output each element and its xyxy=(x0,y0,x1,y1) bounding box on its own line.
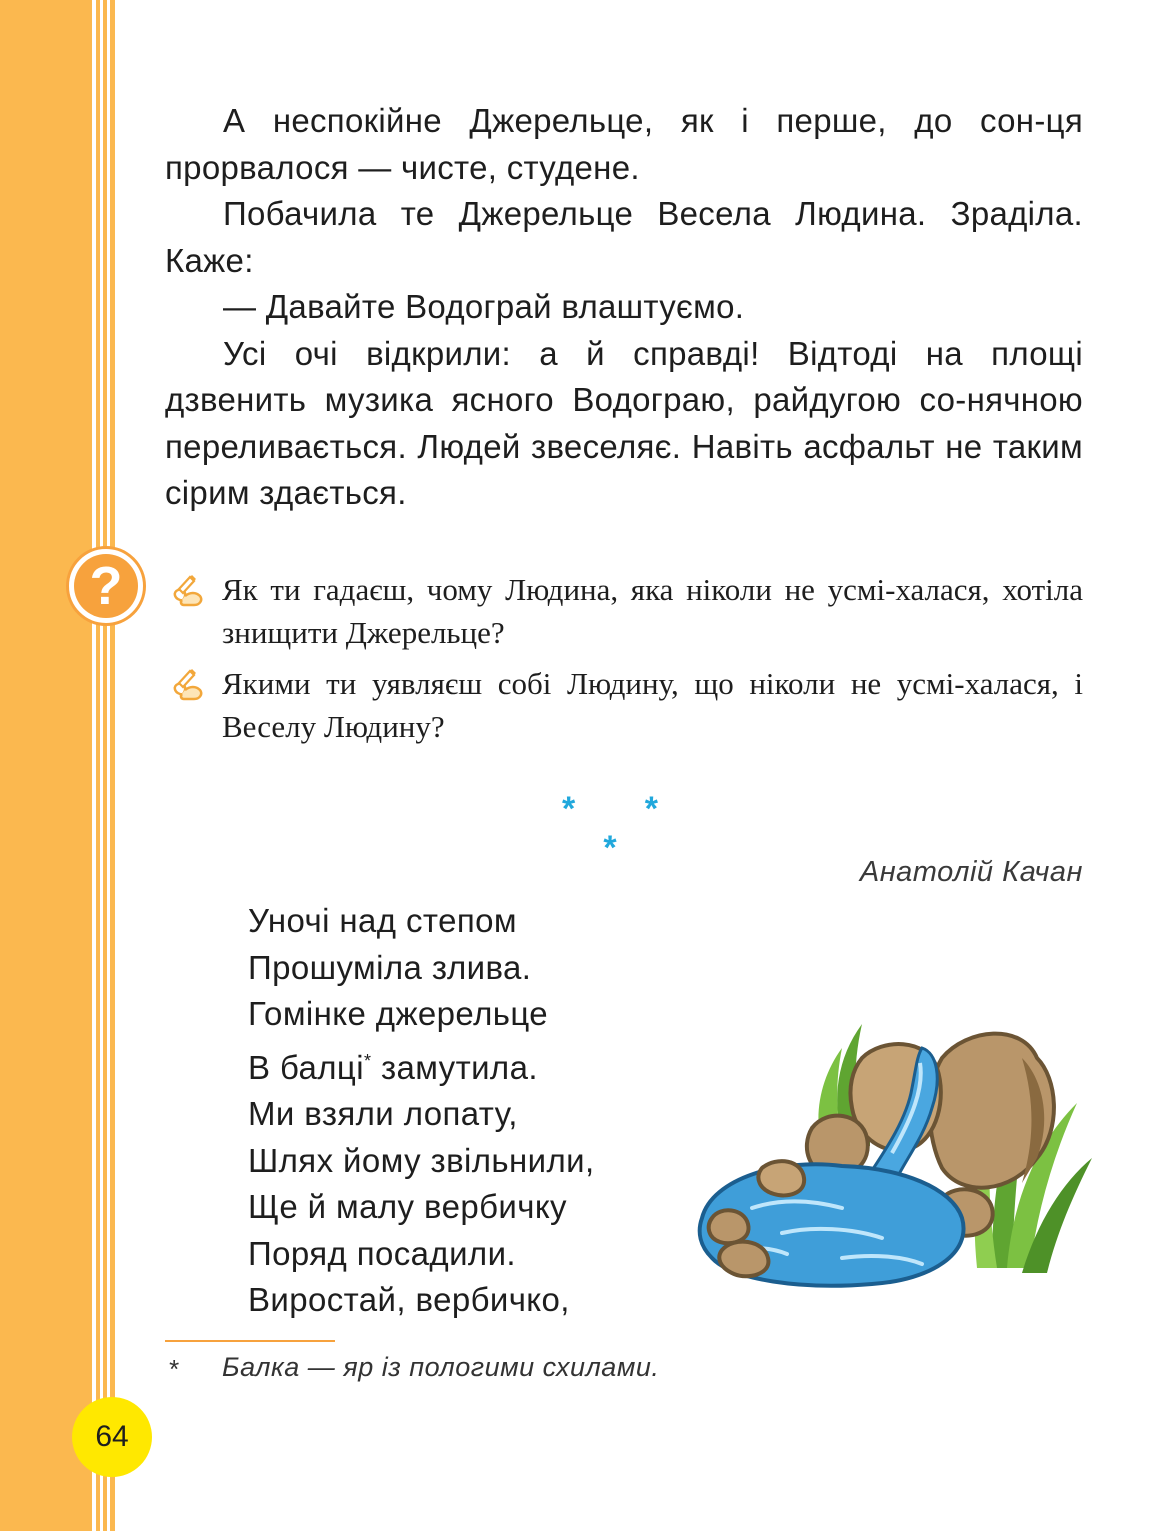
poem-line-start: В балці xyxy=(248,1048,364,1086)
question-item xyxy=(170,662,1083,748)
poem-line xyxy=(248,1038,595,1092)
page-number: 64 xyxy=(72,1397,152,1477)
margin-stripe xyxy=(103,0,107,1531)
poem-line: Уночі над степом xyxy=(248,902,517,939)
footnote-reference: * xyxy=(363,1050,372,1071)
poem-line: Гомінке джерельце xyxy=(248,995,549,1032)
page-margin-band xyxy=(0,0,92,1531)
poem-line: Ще й малу вербичку xyxy=(248,1188,567,1225)
question-mark-icon xyxy=(66,546,146,626)
poem xyxy=(248,898,595,1324)
paragraph: А неспокійне Джерельце, як і перше, до сон-ця прорвалося — чисте, студене. xyxy=(165,102,1083,186)
waterfall-illustration xyxy=(692,1018,1092,1290)
poem-line: Ми взяли лопату, xyxy=(248,1095,518,1132)
poem-line-end: замутила. xyxy=(371,1048,538,1086)
footnote-text: Балка — яр із пологими схилами. xyxy=(222,1352,660,1382)
story-text xyxy=(165,98,1083,517)
question-text: Якими ти уявляєш собі Людину, що ніколи не усмі-халася, і Веселу Людину? xyxy=(222,666,1083,744)
section-asterism: * * * xyxy=(562,790,688,867)
footnote-rule xyxy=(165,1340,335,1342)
question-item xyxy=(170,568,1083,654)
poem-line: Прошуміла злива. xyxy=(248,948,532,986)
pencil-hand-icon xyxy=(170,574,208,608)
paragraph: Усі очі відкрили: а й справді! Відтоді на площі дзвенить музика ясного Водограю, райдугою со-нячною переливається. Людей звеселяє. Навіть асфальт не таким сірим здається. xyxy=(165,334,1083,511)
pencil-hand-icon xyxy=(170,668,208,702)
question-text: Як ти гадаєш, чому Людина, яка ніколи не усмі-халася, хотіла знищити Джерельце? xyxy=(222,572,1083,650)
footnote-mark: * xyxy=(168,1354,179,1384)
margin-stripe xyxy=(96,0,100,1531)
paragraph: Побачила те Джерельце Весела Людина. Зраділа. Каже: xyxy=(165,195,1083,279)
poem-line: Шлях йому звільнили, xyxy=(248,1141,595,1179)
poem-line: Поряд посадили. xyxy=(248,1234,516,1272)
question-mark-glyph: ? xyxy=(74,554,138,618)
questions-block xyxy=(170,568,1083,756)
margin-stripe xyxy=(110,0,115,1531)
poem-line: Виростай, вербичко, xyxy=(248,1281,570,1318)
paragraph: — Давайте Водограй влаштуємо. xyxy=(223,288,745,325)
poem-author: Анатолій Качан xyxy=(859,856,1083,888)
